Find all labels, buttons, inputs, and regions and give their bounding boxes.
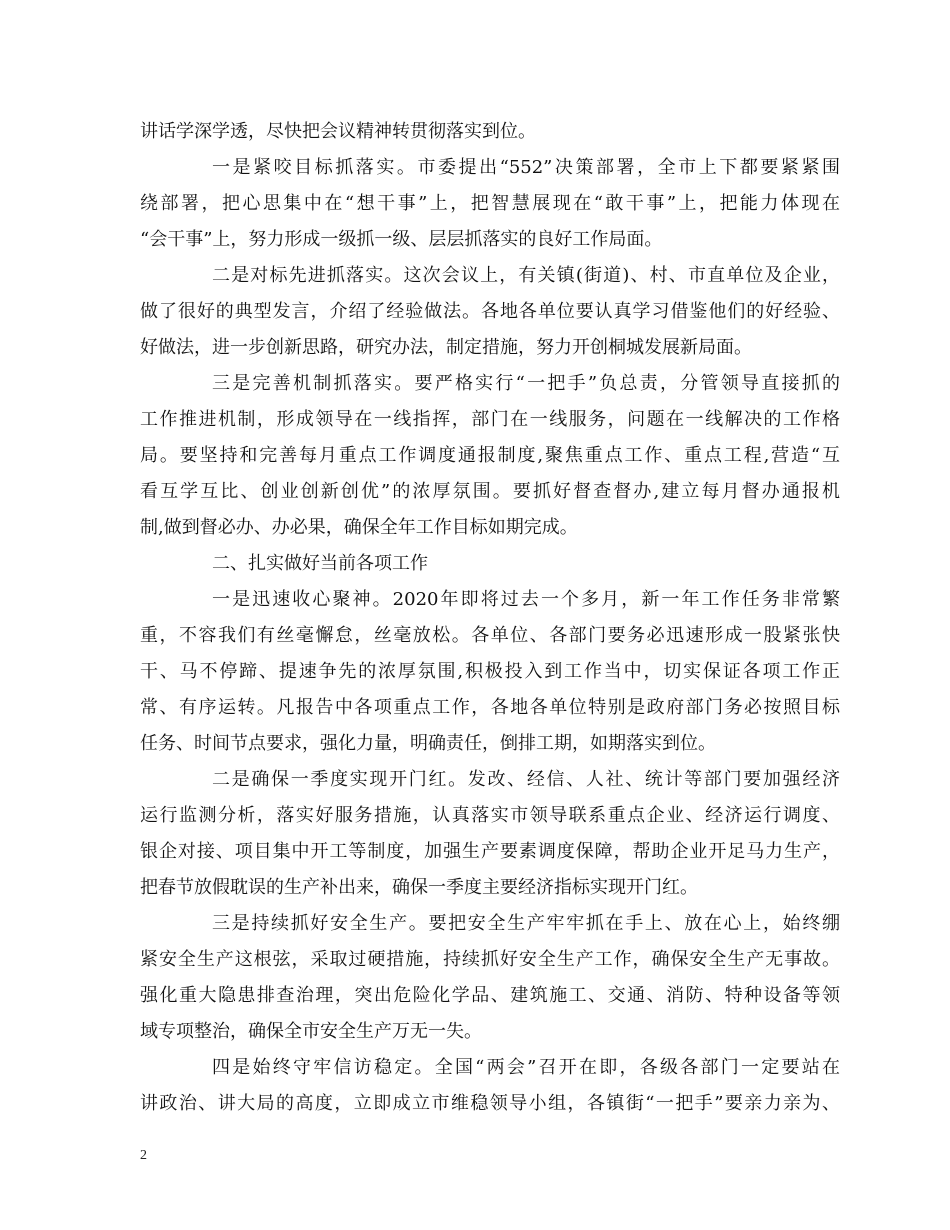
text-line: 绕部署，把心思集中在“想干事”上，把智慧展现在“敢干事”上，把能力体现在 xyxy=(140,193,840,214)
text-line: “会干事”上，努力形成一级抓一级、层层抓落实的良好工作局面。 xyxy=(140,229,663,250)
text-line: 三是持续抓好安全生产。要把安全生产牢牢抓在手上、放在心上，始终绷 xyxy=(212,913,840,934)
text-line: 讲政治、讲大局的高度，立即成立市维稳领导小组，各镇街“一把手”要亲力亲为、 xyxy=(140,1093,840,1114)
text-line: 紧安全生产这根弦，采取过硬措施，持续抓好安全生产工作，确保安全生产无事故。 xyxy=(140,949,840,970)
text-line: 把春节放假耽误的生产补出来，确保一季度主要经济指标实现开门红。 xyxy=(140,877,698,898)
text-line: 局。要坚持和完善每月重点工作调度通报制度,聚焦重点工作、重点工程,营造“互 xyxy=(140,445,840,466)
text-line: 一是迅速收心聚神。2020年即将过去一个多月，新一年工作任务非常繁 xyxy=(212,589,840,610)
text-line: 运行监测分析，落实好服务措施，认真落实市领导联系重点企业、经济运行调度、 xyxy=(140,805,840,826)
document-body xyxy=(140,114,840,1122)
section-heading: 二、扎实做好当前各项工作 xyxy=(212,553,428,574)
text-line: 制,做到督必办、办必果，确保全年工作目标如期完成。 xyxy=(140,517,578,538)
text-line: 好做法，进一步创新思路，研究办法，制定措施，努力开创桐城发展新局面。 xyxy=(140,337,752,358)
text-line: 做了很好的典型发言，介绍了经验做法。各地各单位要认真学习借鉴他们的好经验、 xyxy=(140,301,840,322)
text-line: 工作推进机制，形成领导在一线指挥，部门在一线服务，问题在一线解决的工作格 xyxy=(140,409,840,430)
text-line: 三是完善机制抓落实。要严格实行“一把手”负总责，分管领导直接抓的 xyxy=(212,373,840,394)
text-line: 讲话学深学透，尽快把会议精神转贯彻落实到位。 xyxy=(140,121,536,142)
text-line: 任务、时间节点要求，强化力量，明确责任，倒排工期，如期落实到位。 xyxy=(140,733,716,754)
text-line: 重，不容我们有丝毫懈怠，丝毫放松。各单位、各部门要务必迅速形成一股紧张快 xyxy=(140,625,840,646)
text-line: 一是紧咬目标抓落实。市委提出“552”决策部署，全市上下都要紧紧围 xyxy=(212,157,840,178)
text-line: 二是确保一季度实现开门红。发改、经信、人社、统计等部门要加强经济 xyxy=(212,769,840,790)
text-line: 二是对标先进抓落实。这次会议上，有关镇(街道)、村、市直单位及企业， xyxy=(212,265,840,286)
text-line: 域专项整治，确保全市安全生产万无一失。 xyxy=(140,1021,482,1042)
page-number: 2 xyxy=(140,1148,147,1163)
text-line: 常、有序运转。凡报告中各项重点工作，各地各单位特别是政府部门务必按照目标 xyxy=(140,697,840,718)
text-line: 银企对接、项目集中开工等制度，加强生产要素调度保障，帮助企业开足马力生产， xyxy=(140,841,840,862)
text-line: 四是始终守牢信访稳定。全国“两会”召开在即，各级各部门一定要站在 xyxy=(212,1057,840,1078)
text-line: 看互学互比、创业创新创优”的浓厚氛围。要抓好督查督办,建立每月督办通报机 xyxy=(140,481,840,502)
text-line: 强化重大隐患排查治理，突出危险化学品、建筑施工、交通、消防、特种设备等领 xyxy=(140,985,840,1006)
text-line: 干、马不停蹄、提速争先的浓厚氛围,积极投入到工作当中，切实保证各项工作正 xyxy=(140,661,840,682)
